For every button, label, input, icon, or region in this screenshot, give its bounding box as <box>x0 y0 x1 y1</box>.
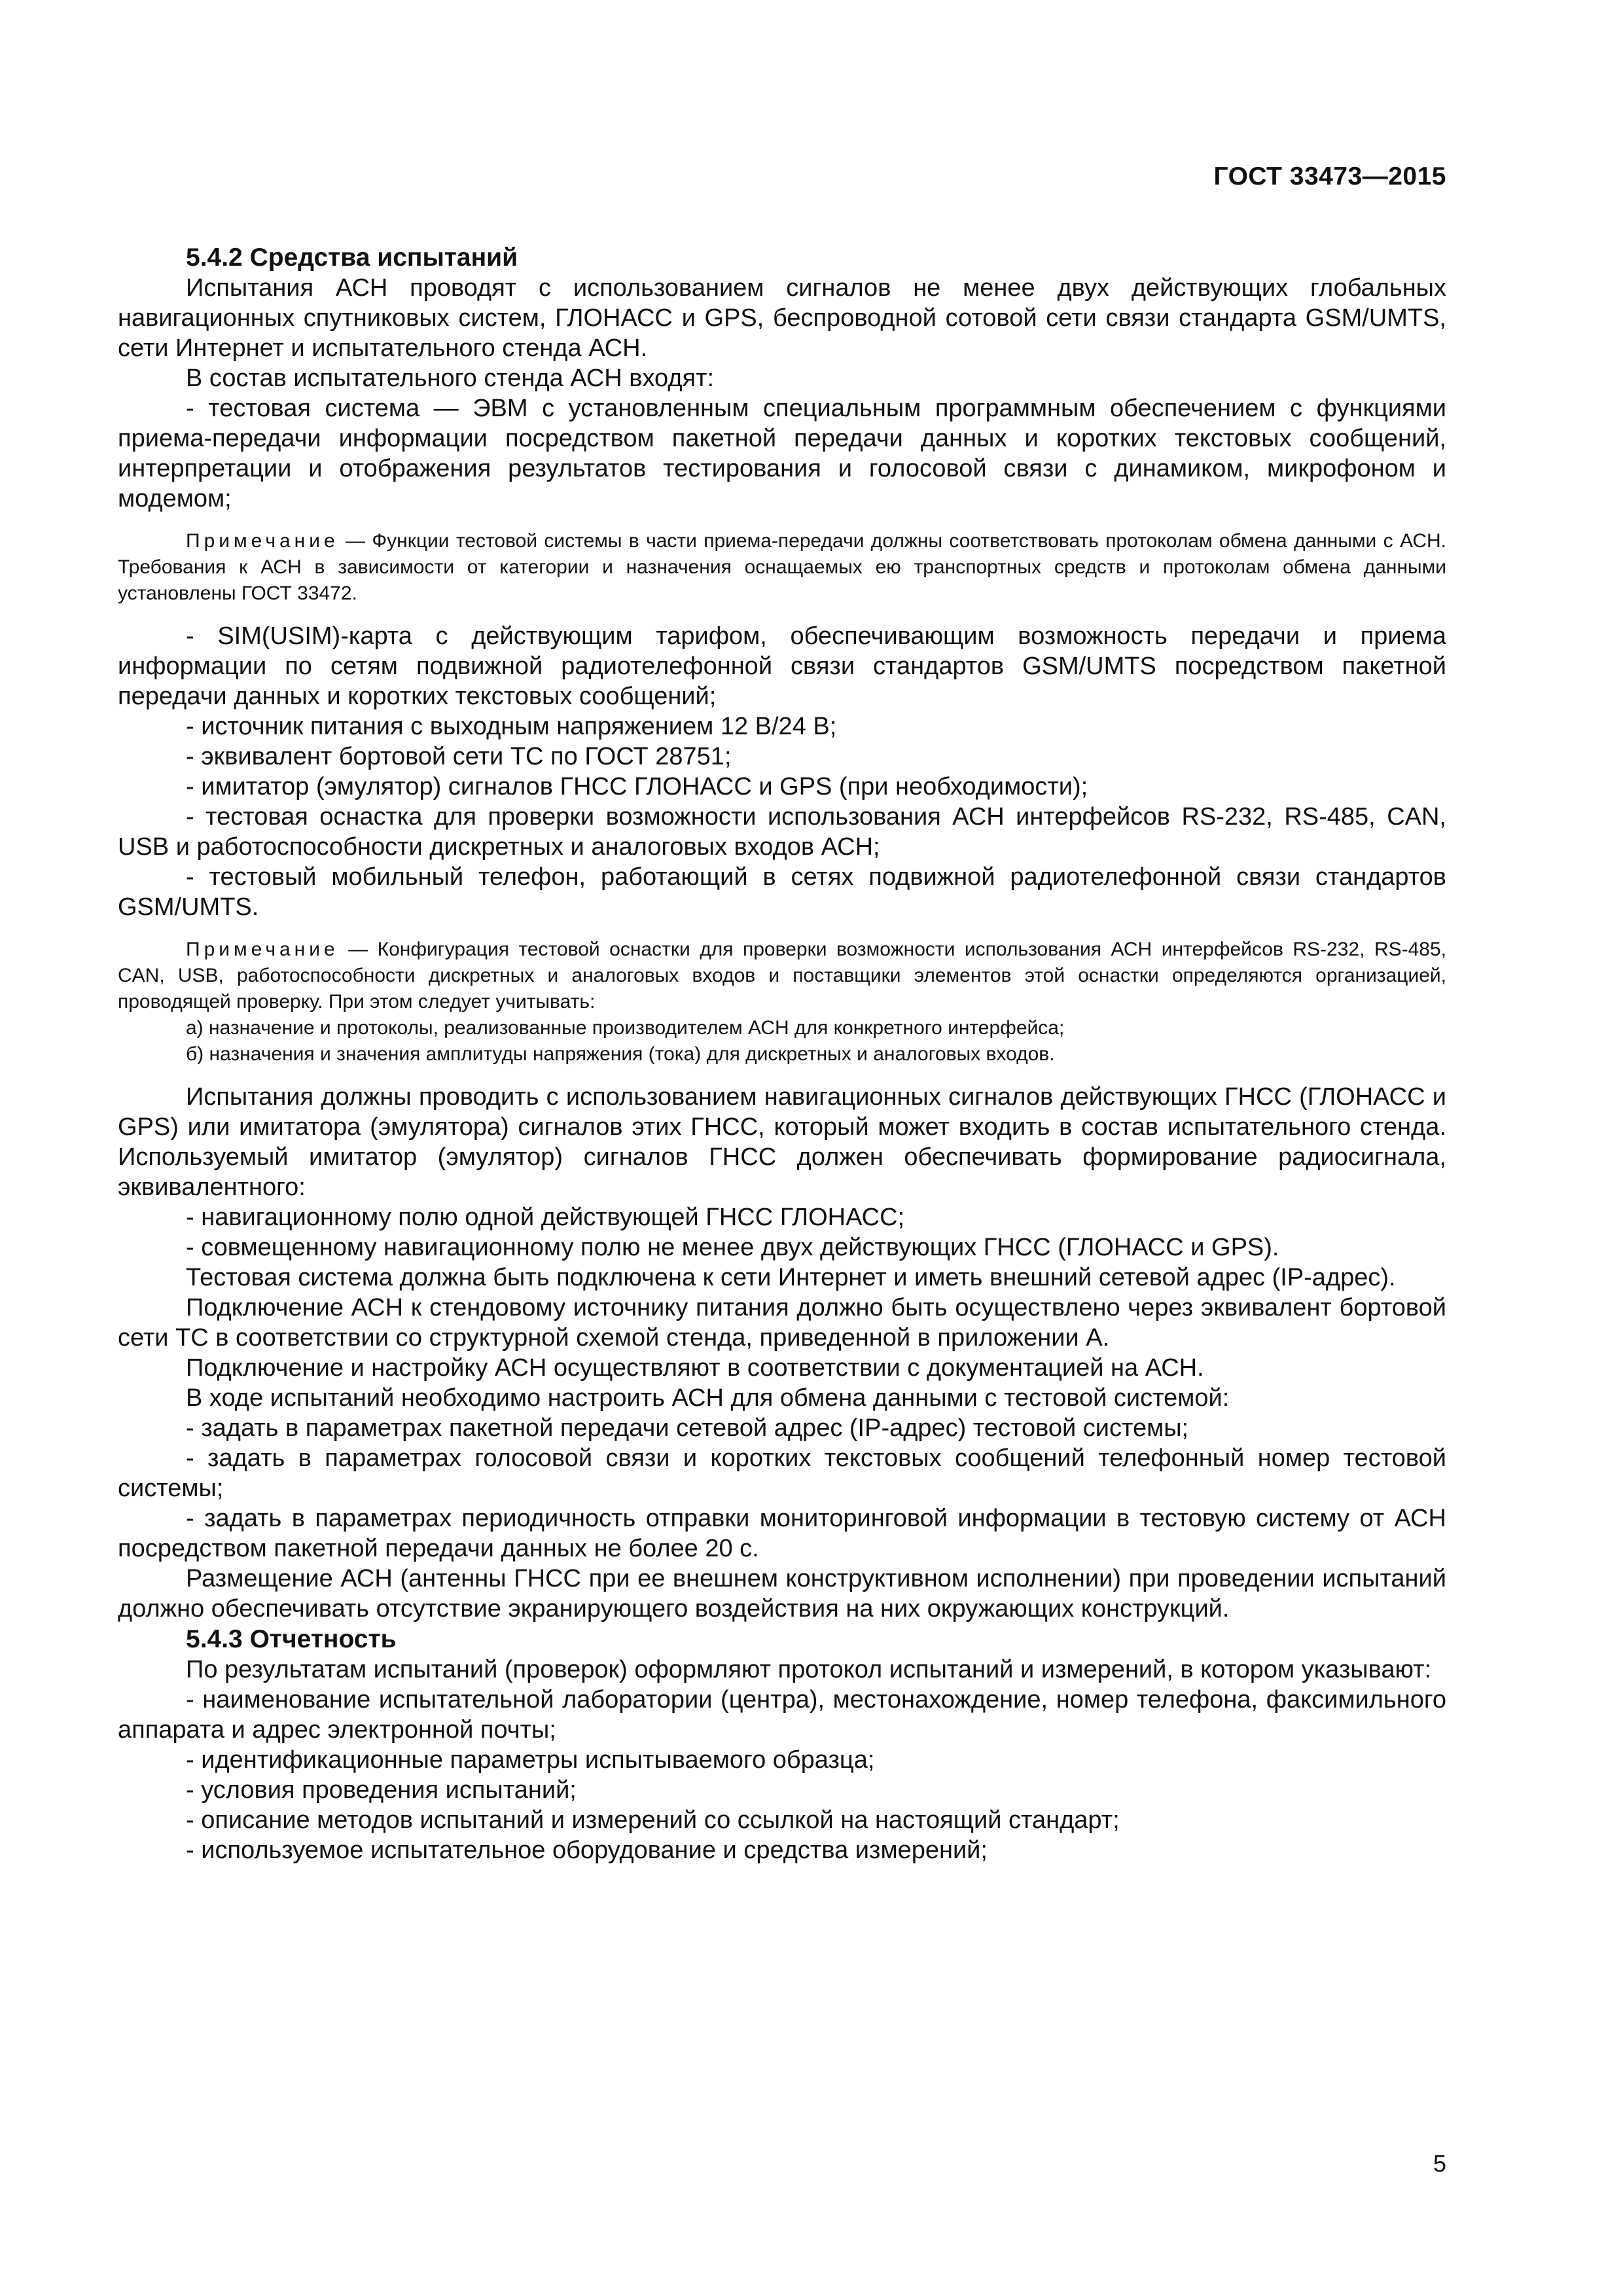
paragraph: Подключение и настройку АСН осуществляют в соответствии с документацией на АСН. <box>186 1354 1204 1382</box>
paragraph: По результатам испытаний (проверок) оформляют протокол испытаний и измерений, в котором указывают: <box>186 1656 1432 1683</box>
paragraph: Размещение АСН (антенны ГНСС при ее внешнем конструктивном исполнении) при проведении испытаний должно обеспечивать отсутствие экранирующего воздействия на них окружающих конструкций. <box>118 1565 1446 1623</box>
list-item: - совмещенному навигационному полю не менее двух действующих ГНСС (ГЛОНАСС и GPS). <box>186 1234 1279 1261</box>
list-item: - условия проведения испытаний; <box>186 1776 577 1804</box>
paragraph: В состав испытательного стенда АСН входят: <box>186 365 715 392</box>
paragraph: Тестовая система должна быть подключена к сети Интернет и иметь внешний сетевой адрес (IP-адрес). <box>186 1264 1396 1291</box>
page-number: 5 <box>1433 2150 1446 2177</box>
note-1 <box>118 528 1446 607</box>
note-2 <box>118 937 1446 1015</box>
note-text: — Конфигурация тестовой оснастки для проверки возможности использования АСН интерфейсов RS-232, RS-485, CAN, USB, работоспособности дискретных и аналоговых входов и поставщики элементов этой оснастки определяются организацией, проводящей проверку. При этом следует учитывать: <box>118 939 1446 1013</box>
paragraph: В ходе испытаний необходимо настроить АСН для обмена данными с тестовой системой: <box>186 1384 1230 1412</box>
list-item: - тестовая оснастка для проверки возможности использования АСН интерфейсов RS-232, RS-485, CAN, USB и работоспособности дискретных и аналоговых входов АСН; <box>118 803 1446 861</box>
list-item: - навигационному полю одной действующей ГНСС ГЛОНАСС; <box>186 1204 905 1231</box>
document-body <box>118 157 1446 1865</box>
note-label: Примечание <box>186 530 339 552</box>
list-item: - используемое испытательное оборудование и средства измерений; <box>186 1837 988 1864</box>
list-item: - задать в параметрах голосовой связи и коротких текстовых сообщений телефонный номер тестовой системы; <box>118 1444 1446 1502</box>
list-item: - задать в параметрах пакетной передачи сетевой адрес (IP-адрес) тестовой системы; <box>186 1414 1189 1442</box>
note-item-b: б) назначения и значения амплитуды напряжения (тока) для дискретных и аналоговых входов. <box>186 1043 1055 1065</box>
list-item: - идентификационные параметры испытываемого образца; <box>186 1746 875 1774</box>
list-item: - эквивалент бортовой сети ТС по ГОСТ 28751; <box>186 743 732 770</box>
section-heading-5-4-3: 5.4.3 Отчетность <box>186 1625 397 1653</box>
paragraph: Испытания должны проводить с использованием навигационных сигналов действующих ГНСС (ГЛОНАСС и GPS) или имитатора (эмулятора) сигналов этих ГНСС, который может входить в состав испытательного стенда. Используемый имитатор (эмулятор) сигналов ГНСС должен обеспечивать формирование радиосигнала, эквивалентного: <box>118 1083 1446 1201</box>
paragraph: Испытания АСН проводят с использованием сигналов не менее двух действующих глобальных навигационных спутниковых систем, ГЛОНАСС и GPS, беспроводной сотовой сети связи стандарта GSM/UMTS, сети Интернет и испытательного стенда АСН. <box>118 274 1446 362</box>
list-item: - описание методов испытаний и измерений со ссылкой на настоящий стандарт; <box>186 1806 1120 1834</box>
list-item: - тестовая система — ЭВМ с установленным специальным программным обеспечением с функциями приема-передачи информации посредством пакетной передачи данных и коротких текстовых сообщений, интерпретации и отображения результатов тестирования и голосовой связи с динамиком, микрофоном и модемом; <box>118 395 1446 512</box>
list-item: - наименование испытательной лаборатории (центра), местонахождение, номер телефона, факсимильного аппарата и адрес электронной почты; <box>118 1686 1446 1744</box>
list-item: - имитатор (эмулятор) сигналов ГНСС ГЛОНАСС и GPS (при необходимости); <box>186 773 1088 800</box>
list-item: - тестовый мобильный телефон, работающий в сетях подвижной радиотелефонной связи стандартов GSM/UMTS. <box>118 863 1446 921</box>
paragraph: Подключение АСН к стендовому источнику питания должно быть осуществлено через эквивалент бортовой сети ТС в соответствии со структурной схемой стенда, приведенной в приложении А. <box>118 1294 1446 1352</box>
note-item-a: а) назначение и протоколы, реализованные производителем АСН для конкретного интерфейса; <box>186 1017 1065 1039</box>
document-code: ГОСТ 33473—2015 <box>1213 162 1446 190</box>
list-item: - SIM(USIM)-карта с действующим тарифом, обеспечивающим возможность передачи и приема информации по сетям подвижной радиотелефонной связи стандартов GSM/UMTS посредством пакетной передачи данных и коротких текстовых сообщений; <box>118 622 1446 710</box>
section-heading-5-4-2: 5.4.2 Средства испытаний <box>186 243 518 272</box>
list-item: - источник питания с выходным напряжением 12 В/24 В; <box>186 713 837 740</box>
note-label: Примечание <box>186 939 339 960</box>
list-item: - задать в параметрах периодичность отправки мониторинговой информации в тестовую систему от АСН посредством пакетной передачи данных не более 20 с. <box>118 1505 1446 1562</box>
note-text: — Функции тестовой системы в части приема-передачи должны соответствовать протоколам обмена данными с АСН. Требования к АСН в зависимости от категории и назначения оснащаемых ею транспортных средств и протоколам обмена данными установлены ГОСТ 33472. <box>118 530 1446 604</box>
